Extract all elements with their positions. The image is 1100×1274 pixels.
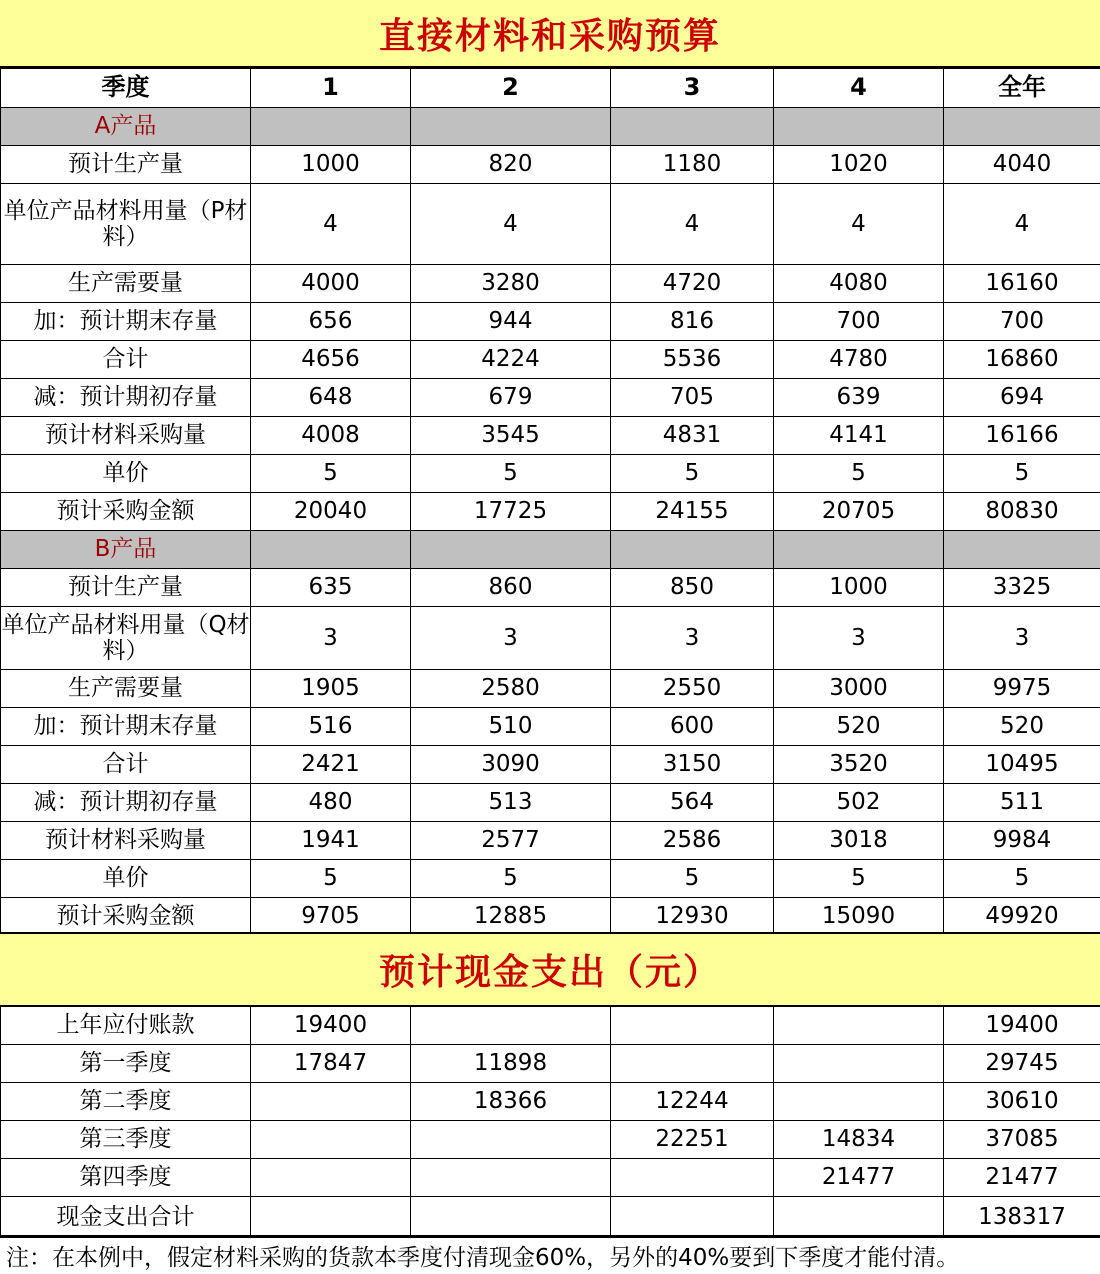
cell: 4080: [774, 265, 944, 303]
cell: 1000: [774, 569, 944, 607]
cell: [611, 1197, 774, 1238]
section-row-b: [1, 531, 1100, 569]
table-row: [1, 303, 1100, 341]
row-label: 合计: [1, 746, 251, 784]
cell: 5: [251, 455, 411, 493]
row-label: 单位产品材料用量（Q材料）: [1, 607, 251, 670]
header-row: [1, 69, 1100, 108]
cell: 1180: [611, 146, 774, 184]
cash-section-title: 预计现金支出（元）: [0, 932, 1100, 1006]
section-label: B产品: [1, 531, 251, 569]
row-label: 预计生产量: [1, 146, 251, 184]
section-cell: [611, 531, 774, 569]
cell: 5: [411, 860, 611, 898]
cell: 2577: [411, 822, 611, 860]
cell: 49920: [944, 898, 1100, 936]
cell: 3090: [411, 746, 611, 784]
cell: 3280: [411, 265, 611, 303]
cash-outflow-table: [0, 1006, 1100, 1238]
table-row: [1, 1045, 1100, 1083]
cell: [411, 1121, 611, 1159]
cell: 3: [944, 607, 1100, 670]
cell: 22251: [611, 1121, 774, 1159]
cell: 18366: [411, 1083, 611, 1121]
cell: [611, 1159, 774, 1197]
cell: 5: [944, 860, 1100, 898]
cell: 4: [944, 184, 1100, 265]
cell: 700: [774, 303, 944, 341]
table-row: [1, 670, 1100, 708]
cell: 511: [944, 784, 1100, 822]
cell: 1020: [774, 146, 944, 184]
row-label: 单位产品材料用量（P材料）: [1, 184, 251, 265]
table-row-total: [1, 1197, 1100, 1238]
cell: [611, 1007, 774, 1045]
cell: 502: [774, 784, 944, 822]
table-row: [1, 1007, 1100, 1045]
cell: 516: [251, 708, 411, 746]
cell: 1941: [251, 822, 411, 860]
footnote: 注：在本例中，假定材料采购的货款本季度付清现金60%，另外的40%要到下季度才能付清。: [0, 1235, 1100, 1274]
row-label: 预计材料采购量: [1, 822, 251, 860]
cell: 4: [411, 184, 611, 265]
cell: [411, 1007, 611, 1045]
row-label: 加：预计期末存量: [1, 708, 251, 746]
section-row-a: [1, 108, 1100, 146]
cell: 9705: [251, 898, 411, 936]
cell: 37085: [944, 1121, 1100, 1159]
row-label: 单价: [1, 860, 251, 898]
cell: 3: [774, 607, 944, 670]
row-label: 合计: [1, 341, 251, 379]
table-row: [1, 1159, 1100, 1197]
table-row: [1, 146, 1100, 184]
row-label: 第一季度: [1, 1045, 251, 1083]
table-row: [1, 455, 1100, 493]
cell: 700: [944, 303, 1100, 341]
cell: 17725: [411, 493, 611, 531]
materials-budget-table: [0, 68, 1100, 936]
cell: 4141: [774, 417, 944, 455]
cell: 16860: [944, 341, 1100, 379]
cell: 513: [411, 784, 611, 822]
table-row: [1, 708, 1100, 746]
cell: [774, 1045, 944, 1083]
section-cell: [611, 108, 774, 146]
row-label: 预计生产量: [1, 569, 251, 607]
cell: 5: [611, 860, 774, 898]
table-row: [1, 265, 1100, 303]
section-cell: [944, 531, 1100, 569]
cell: 14834: [774, 1121, 944, 1159]
row-label: 单价: [1, 455, 251, 493]
cell: 510: [411, 708, 611, 746]
cell: 820: [411, 146, 611, 184]
table-row: [1, 898, 1100, 936]
cell: [774, 1083, 944, 1121]
cell: 19400: [251, 1007, 411, 1045]
cell: 15090: [774, 898, 944, 936]
cell: 12244: [611, 1083, 774, 1121]
cell: 3: [611, 607, 774, 670]
cell: 4: [774, 184, 944, 265]
cell: [774, 1007, 944, 1045]
cell: 2580: [411, 670, 611, 708]
cell: 639: [774, 379, 944, 417]
cell: 20705: [774, 493, 944, 531]
cell: 4656: [251, 341, 411, 379]
row-label: 第三季度: [1, 1121, 251, 1159]
row-label: 上年应付账款: [1, 1007, 251, 1045]
cell: 4780: [774, 341, 944, 379]
cell: 2550: [611, 670, 774, 708]
row-label: 现金支出合计: [1, 1197, 251, 1238]
cell: 10495: [944, 746, 1100, 784]
table-row: [1, 784, 1100, 822]
header-cell: 2: [411, 69, 611, 108]
cell: 860: [411, 569, 611, 607]
cell: [411, 1159, 611, 1197]
cell: 520: [944, 708, 1100, 746]
cell: 600: [611, 708, 774, 746]
section-cell: [251, 108, 411, 146]
cell: [411, 1197, 611, 1238]
cell: [251, 1159, 411, 1197]
table-row: [1, 607, 1100, 670]
cell: [611, 1045, 774, 1083]
row-label: 加：预计期末存量: [1, 303, 251, 341]
cell: 30610: [944, 1083, 1100, 1121]
section-cell: [411, 531, 611, 569]
header-cell: 季度: [1, 69, 251, 108]
cell: 1000: [251, 146, 411, 184]
header-cell: 4: [774, 69, 944, 108]
row-label: 减：预计期初存量: [1, 784, 251, 822]
table-row: [1, 1121, 1100, 1159]
cell: 635: [251, 569, 411, 607]
cell: 21477: [944, 1159, 1100, 1197]
cell: 12930: [611, 898, 774, 936]
cell: 4831: [611, 417, 774, 455]
cell: 5: [944, 455, 1100, 493]
cell: 5: [251, 860, 411, 898]
row-label: 生产需要量: [1, 265, 251, 303]
section-cell: [774, 108, 944, 146]
cell: 944: [411, 303, 611, 341]
cell: 5: [774, 860, 944, 898]
cell: 11898: [411, 1045, 611, 1083]
cell: 564: [611, 784, 774, 822]
sheet-title: 直接材料和采购预算: [0, 0, 1100, 68]
row-label: 第四季度: [1, 1159, 251, 1197]
table-row: [1, 860, 1100, 898]
row-label: 预计采购金额: [1, 493, 251, 531]
table-row: [1, 417, 1100, 455]
cell: 3: [251, 607, 411, 670]
cell: 5536: [611, 341, 774, 379]
table-row: [1, 379, 1100, 417]
cell: 705: [611, 379, 774, 417]
cell: 138317: [944, 1197, 1100, 1238]
table-row: [1, 569, 1100, 607]
cell: 648: [251, 379, 411, 417]
cell: 520: [774, 708, 944, 746]
header-cell: 全年: [944, 69, 1100, 108]
section-cell: [411, 108, 611, 146]
cell: 4: [251, 184, 411, 265]
cell: 3545: [411, 417, 611, 455]
cell: 4008: [251, 417, 411, 455]
cell: 4: [611, 184, 774, 265]
row-label: 减：预计期初存量: [1, 379, 251, 417]
cell: 3018: [774, 822, 944, 860]
cell: 9984: [944, 822, 1100, 860]
header-cell: 3: [611, 69, 774, 108]
cell: 4224: [411, 341, 611, 379]
cell: 4000: [251, 265, 411, 303]
table-row: [1, 493, 1100, 531]
cell: 656: [251, 303, 411, 341]
cell: 17847: [251, 1045, 411, 1083]
cell: 816: [611, 303, 774, 341]
row-label: 预计材料采购量: [1, 417, 251, 455]
cell: 80830: [944, 493, 1100, 531]
cell: 12885: [411, 898, 611, 936]
table-row: [1, 746, 1100, 784]
cell: 5: [774, 455, 944, 493]
cell: 29745: [944, 1045, 1100, 1083]
cell: 2421: [251, 746, 411, 784]
table-row: [1, 341, 1100, 379]
table-row: [1, 1083, 1100, 1121]
cell: 19400: [944, 1007, 1100, 1045]
cell: 5: [411, 455, 611, 493]
cell: 694: [944, 379, 1100, 417]
row-label: 预计采购金额: [1, 898, 251, 936]
cell: 2586: [611, 822, 774, 860]
cell: 3: [411, 607, 611, 670]
cell: 3325: [944, 569, 1100, 607]
cell: 3000: [774, 670, 944, 708]
cell: 9975: [944, 670, 1100, 708]
row-label: 生产需要量: [1, 670, 251, 708]
cell: 5: [611, 455, 774, 493]
cell: [251, 1121, 411, 1159]
header-cell: 1: [251, 69, 411, 108]
cell: 679: [411, 379, 611, 417]
table-row: [1, 184, 1100, 265]
cell: [251, 1197, 411, 1238]
cell: [774, 1197, 944, 1238]
cell: 1905: [251, 670, 411, 708]
cell: 480: [251, 784, 411, 822]
section-label: A产品: [1, 108, 251, 146]
table-row: [1, 822, 1100, 860]
section-cell: [251, 531, 411, 569]
row-label: 第二季度: [1, 1083, 251, 1121]
cell: 4040: [944, 146, 1100, 184]
cell: 850: [611, 569, 774, 607]
section-cell: [774, 531, 944, 569]
cell: [251, 1083, 411, 1121]
cell: 20040: [251, 493, 411, 531]
cell: 21477: [774, 1159, 944, 1197]
cell: 16166: [944, 417, 1100, 455]
cell: 16160: [944, 265, 1100, 303]
cell: 24155: [611, 493, 774, 531]
section-cell: [944, 108, 1100, 146]
cell: 4720: [611, 265, 774, 303]
cell: 3150: [611, 746, 774, 784]
cell: 3520: [774, 746, 944, 784]
